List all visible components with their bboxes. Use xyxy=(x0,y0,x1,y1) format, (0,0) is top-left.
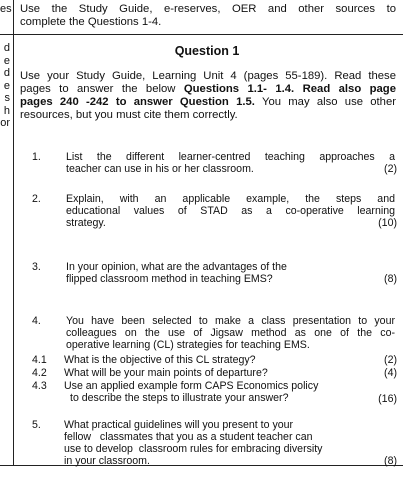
question-text: teacher can use in his or her classroom. xyxy=(66,163,254,175)
question-number: 4. xyxy=(32,315,41,327)
question-number: 4.2 xyxy=(32,367,47,379)
instructions-line: resources, but you must cite them correctly. xyxy=(20,109,238,121)
question-number: 4.1 xyxy=(32,354,47,366)
table-left-border xyxy=(13,0,14,466)
question-marks: (4) xyxy=(384,367,397,379)
instructions-line: Use your Study Guide, Learning Unit 4 (pages 55-189). Read these xyxy=(20,70,396,82)
question-marks: (2) xyxy=(384,163,397,175)
question-text: fellow classmates that you as a student teacher can xyxy=(64,431,313,443)
cropped-left-fragment: d e d e s h or xyxy=(0,42,10,129)
question-text: List the different learner-centred teaching approaches a xyxy=(66,151,395,163)
question-number: 3. xyxy=(32,261,41,273)
question-number: 1. xyxy=(32,151,41,163)
question-text: What will be your main points of departure? xyxy=(64,367,268,379)
question-marks: (16) xyxy=(378,393,397,405)
question-text: Use an applied example form CAPS Economics policy xyxy=(64,380,319,392)
question-text: What practical guidelines will you present to your xyxy=(64,419,294,431)
question-number: 4.3 xyxy=(32,380,47,392)
question-number: 5. xyxy=(32,419,41,431)
row-divider xyxy=(0,34,403,35)
question-text: flipped classroom method in teaching EMS? xyxy=(66,273,273,285)
question-text: to describe the steps to illustrate your answer? xyxy=(70,392,289,404)
question-marks: (10) xyxy=(378,217,397,229)
question-text: In your opinion, what are the advantages of the xyxy=(66,261,287,273)
question-text: What is the objective of this CL strategy? xyxy=(64,354,256,366)
intro-line: complete the Questions 1-4. xyxy=(20,16,162,28)
question-text: educational values of STAD as a co-operative learning xyxy=(66,205,395,217)
question-text: colleagues on the use of Jigsaw method as one of the co- xyxy=(66,327,395,339)
question-marks: (8) xyxy=(384,273,397,285)
cropped-left-fragment: es xyxy=(0,3,12,15)
question-heading: Question 1 xyxy=(174,44,240,58)
table-bottom-border xyxy=(0,465,403,466)
question-text: operative learning (CL) strategies for teaching EMS. xyxy=(66,339,310,351)
intro-line: Use the Study Guide, e-reserves, OER and other sources to xyxy=(20,3,396,15)
question-text: Explain, with an applicable example, the steps and xyxy=(66,193,395,205)
instructions-line: pages to answer the below Questions 1.1- 1.4. Read also page xyxy=(20,83,396,95)
question-text: in your classroom. xyxy=(64,455,150,467)
question-number: 2. xyxy=(32,193,41,205)
instructions-line: pages 240 -242 to answer Question 1.5. You may also use other xyxy=(20,96,396,108)
question-marks: (8) xyxy=(384,455,397,467)
question-text: You have been selected to make a class presentation to your xyxy=(66,315,395,327)
question-text: use to develop classroom rules for embracing diversity xyxy=(64,443,323,455)
question-text: strategy. xyxy=(66,217,106,229)
question-marks: (2) xyxy=(384,354,397,366)
